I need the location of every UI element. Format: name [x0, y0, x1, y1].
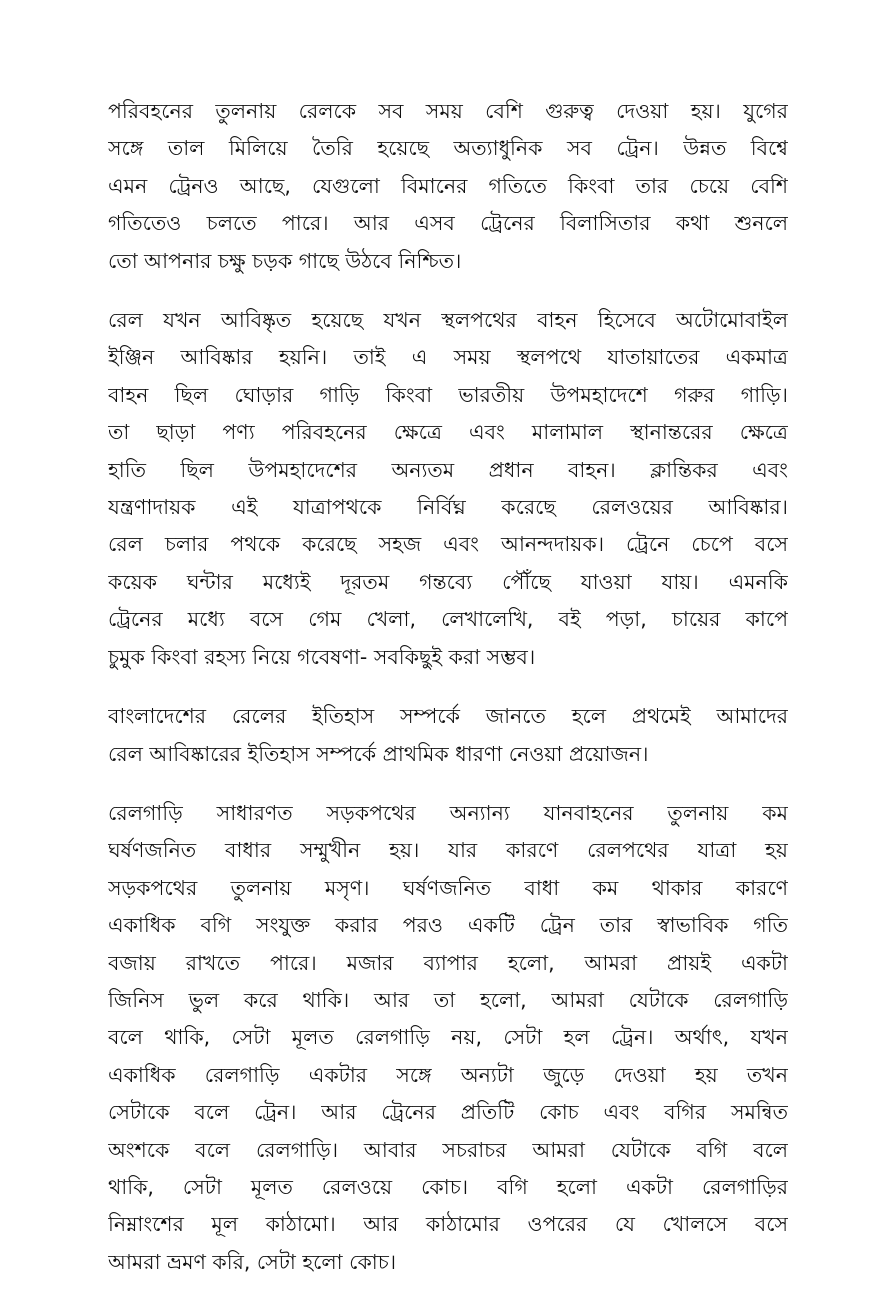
- text-line: গতিতেও চলতে পারে। আর এসব ট্রেনের বিলাসিতার কথা শুনলে: [108, 211, 788, 236]
- text-line: যন্ত্রণাদায়ক এই যাত্রাপথকে নির্বিঘ্ন করেছে রেলওয়ের আবিষ্কার।: [108, 495, 788, 520]
- text-line: ঘর্ষণজনিত বাধার সম্মুখীন হয়। যার কারণে রেলপথের যাত্রা হয়: [108, 838, 788, 863]
- text-line: অংশকে বলে রেলগাড়ি। আবার সচরাচর আমরা যেটাকে বগি বলে: [108, 1137, 788, 1162]
- text-line: বলে থাকি, সেটা মূলত রেলগাড়ি নয়, সেটা হল ট্রেন। অর্থাৎ, যখন: [108, 1025, 788, 1050]
- text-line: চুমুক কিংবা রহস্য নিয়ে গবেষণা- সবকিছুই করা সম্ভব।: [108, 644, 536, 669]
- text-line: পরিবহনের তুলনায় রেলকে সব সময় বেশি গুরুত্ব দেওয়া হয়। যুগের: [108, 99, 788, 123]
- text-line: একাধিক রেলগাড়ি একটার সঙ্গে অন্যটা জুড়ে দেওয়া হয় তখন: [108, 1062, 788, 1087]
- text-line: তা ছাড়া পণ্য পরিবহনের ক্ষেত্রে এবং মালামাল স্থানান্তরের ক্ষেত্রে: [108, 420, 788, 445]
- text-line: নিম্নাংশের মূল কাঠামো। আর কাঠামোর ওপরের যে খোলসে বসে: [108, 1212, 788, 1237]
- text-line: আমরা ভ্রমণ করি, সেটা হলো কোচ।: [108, 1249, 397, 1274]
- text-line: বাংলাদেশের রেলের ইতিহাস সম্পর্কে জানতে হলে প্রথমেই আমাদের: [108, 704, 788, 729]
- text-line: একাধিক বগি সংযুক্ত করার পরও একটি ট্রেন তার স্বাভাবিক গতি: [108, 913, 788, 938]
- text-line: রেল যখন আবিষ্কৃত হয়েছে যখন স্থলপথের বাহন হিসেবে অটোমোবাইল: [108, 308, 788, 333]
- text-line: এমন ট্রেনও আছে, যেগুলো বিমানের গতিতে কিংবা তার চেয়ে বেশি: [108, 173, 788, 198]
- paragraph-3: [108, 698, 788, 773]
- text-line: রেলগাড়ি সাধারণত সড়কপথের অন্যান্য যানবাহনের তুলনায় কম: [108, 800, 788, 825]
- text-line: জিনিস ভুল করে থাকি। আর তা হলো, আমরা যেটাকে রেলগাড়ি: [108, 987, 788, 1012]
- text-line: ট্রেনের মধ্যে বসে গেম খেলা, লেখালেখি, বই পড়া, চায়ের কাপে: [108, 607, 788, 632]
- text-line: সঙ্গে তাল মিলিয়ে তৈরি হয়েছে অত্যাধুনিক সব ট্রেন। উন্নত বিশ্বে: [108, 136, 788, 161]
- paragraph-4: [108, 795, 788, 1281]
- text-line: রেল চলার পথকে করেছে সহজ এবং আনন্দদায়ক। ট্রেনে চেপে বসে: [108, 532, 788, 557]
- text-line: বাহন ছিল ঘোড়ার গাড়ি কিংবা ভারতীয় উপমহাদেশে গরুর গাড়ি।: [108, 382, 788, 407]
- text-line: রেল আবিষ্কারের ইতিহাস সম্পর্কে প্রাথমিক ধারণা নেওয়া প্রয়োজন।: [108, 741, 649, 766]
- text-line: বজায় রাখতে পারে। মজার ব্যাপার হলো, আমরা প্রায়ই একটা: [108, 950, 788, 975]
- paragraph-1: [108, 93, 788, 280]
- document-body: [108, 93, 788, 1303]
- text-line: হাতি ছিল উপমহাদেশের অন্যতম প্রধান বাহন। ক্লান্তিকর এবং: [108, 457, 788, 482]
- text-line: থাকি, সেটা মূলত রেলওয়ে কোচ। বগি হলো একটা রেলগাড়ির: [108, 1174, 788, 1199]
- paragraph-2: [108, 302, 788, 676]
- text-line: সড়কপথের তুলনায় মসৃণ। ঘর্ষণজনিত বাধা কম থাকার কারণে: [108, 875, 788, 900]
- text-line: কয়েক ঘন্টার মধ্যেই দূরতম গন্তব্যে পৌঁছে যাওয়া যায়। এমনকি: [108, 569, 788, 594]
- text-line: তো আপনার চক্ষু চড়ক গাছে উঠবে নিশ্চিত।: [108, 248, 462, 273]
- text-line: ইঞ্জিন আবিষ্কার হয়নি। তাই এ সময় স্থলপথে যাতায়াতের একমাত্র: [108, 345, 788, 370]
- text-line: সেটাকে বলে ট্রেন। আর ট্রেনের প্রতিটি কোচ এবং বগির সমন্বিত: [108, 1100, 788, 1125]
